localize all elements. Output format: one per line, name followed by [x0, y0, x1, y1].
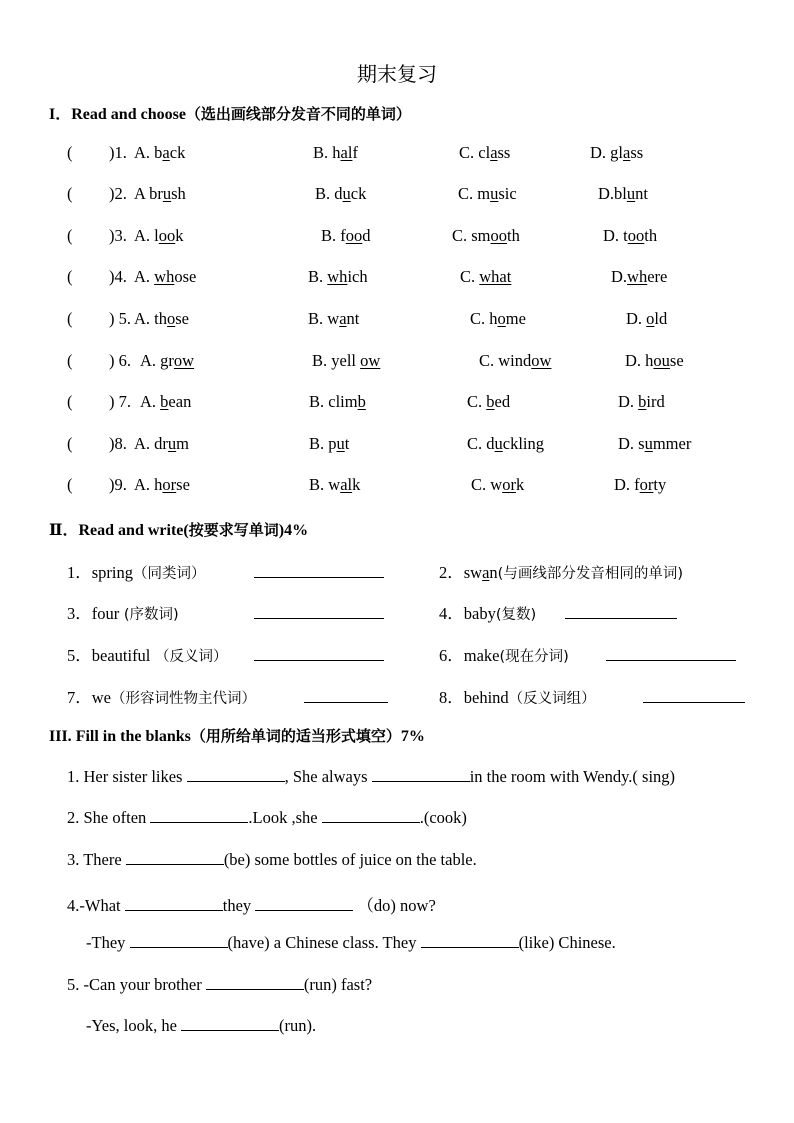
item-hint: （反义词组） — [508, 691, 596, 707]
option-letter: C. — [470, 309, 490, 328]
line-text: (be) some bottles of juice on the table. — [223, 850, 477, 869]
word-part: p — [328, 434, 337, 453]
word-part: m — [477, 184, 491, 203]
option-a — [134, 267, 196, 287]
option-b — [308, 267, 368, 287]
option-b — [309, 475, 360, 495]
option-d — [618, 434, 691, 454]
option-letter: B. — [309, 434, 329, 453]
underlined-letters: ow — [173, 351, 195, 370]
section-2-title: Read and write( — [78, 522, 189, 539]
option-c — [452, 226, 520, 246]
question-paren: ( — [67, 475, 73, 494]
line-text: .Look ,she — [248, 808, 322, 827]
question-number: )4. — [109, 267, 127, 286]
option-letter: D. — [614, 475, 635, 494]
option-letter: A. — [134, 143, 155, 162]
word-part: se — [176, 475, 190, 494]
item-word: baby — [463, 604, 496, 623]
item-word: sw — [463, 563, 483, 582]
underlined-letters: ou — [653, 351, 670, 370]
word-part: h — [154, 475, 163, 494]
word-part: d — [486, 434, 495, 453]
word-part: th — [644, 226, 658, 245]
section-3-subtitle: （用所给单词的适当形式填空） — [190, 727, 401, 745]
answer-blank[interactable] — [126, 850, 224, 865]
page-title: 期末复习 — [357, 62, 437, 86]
option-letter: C. — [452, 226, 472, 245]
option-a — [140, 351, 194, 371]
word-part: se — [669, 351, 684, 370]
answer-blank[interactable] — [643, 701, 745, 703]
item-word: make — [463, 646, 500, 665]
answer-blank[interactable] — [254, 576, 384, 578]
word-part: sm — [471, 226, 491, 245]
underlined-letters: u — [162, 184, 172, 203]
answer-blank[interactable] — [565, 617, 677, 619]
line-text: they — [222, 896, 256, 915]
word-part: bl — [614, 184, 627, 203]
word-part: gl — [610, 143, 624, 162]
item-hint: (序数词) — [119, 607, 179, 623]
answer-blank[interactable] — [254, 659, 384, 661]
question-paren: ( — [67, 351, 73, 370]
answer-blank[interactable] — [421, 933, 519, 948]
fill-line-4 — [67, 892, 436, 916]
option-letter: D. — [618, 392, 639, 411]
option-a — [134, 184, 186, 204]
item-hint: (与画线部分发音相同的单词) — [497, 566, 683, 582]
word-part: w — [490, 475, 503, 494]
item-hint: （形容词性物主代词） — [111, 691, 256, 707]
line-text: （do) now? — [353, 896, 436, 915]
word-part: h — [645, 351, 654, 370]
word-part: ckling — [502, 434, 545, 453]
item-number: 1． — [67, 563, 92, 582]
question-number: )9. — [109, 475, 127, 494]
section-3-heading — [49, 725, 425, 746]
line-text: (like) Chinese. — [518, 933, 616, 952]
option-letter: D. — [598, 184, 615, 203]
item-word: four — [91, 604, 120, 623]
option-a — [134, 309, 189, 329]
section-3-score: 7% — [400, 728, 425, 745]
word-part: se — [175, 309, 190, 328]
section-2-subtitle: 按要求写单词 — [188, 521, 279, 539]
item-number: 6． — [439, 646, 464, 665]
option-c — [460, 267, 511, 287]
question-number: )1. — [109, 143, 127, 162]
option-a — [140, 392, 191, 412]
option-letter: B. — [312, 351, 332, 370]
item-word: we — [91, 688, 111, 707]
word-part: nt — [346, 309, 360, 328]
line-text: (run) fast? — [303, 975, 373, 994]
word-part: ere — [647, 267, 668, 286]
underlined-letters: wh — [154, 267, 175, 286]
underlined-letters: b — [357, 392, 366, 411]
section-2-heading — [49, 517, 308, 540]
option-c — [459, 143, 510, 163]
option-letter: B. — [313, 143, 333, 162]
item-number: 8． — [439, 688, 464, 707]
word-part: h — [489, 309, 498, 328]
underlined-letters: oo — [627, 226, 645, 245]
section-1-heading — [49, 101, 411, 124]
option-letter: B. — [309, 475, 329, 494]
word-part: yell — [331, 351, 361, 370]
option-a — [134, 475, 190, 495]
line-text: 2. She often — [67, 808, 151, 827]
word-part: t — [623, 226, 628, 245]
write-item-8 — [439, 684, 596, 708]
word-part: t — [344, 434, 350, 453]
word-part: ird — [646, 392, 665, 411]
option-c — [467, 392, 510, 412]
question-number: ) 5. — [109, 309, 131, 328]
answer-blank[interactable] — [255, 896, 353, 911]
item-word: beautiful — [91, 646, 151, 665]
word-part: k — [175, 226, 184, 245]
option-c — [479, 351, 551, 371]
underlined-letters: u — [494, 434, 503, 453]
question-number: )3. — [109, 226, 127, 245]
option-b — [309, 434, 349, 454]
item-word: behind — [463, 688, 509, 707]
answer-blank[interactable] — [372, 767, 470, 782]
option-b — [309, 392, 366, 412]
word-part: d — [362, 226, 371, 245]
word-part: f — [634, 475, 640, 494]
option-d — [611, 267, 667, 287]
option-letter: C. — [467, 434, 487, 453]
question-paren: ( — [67, 226, 73, 245]
fill-line-3 — [67, 850, 477, 870]
section-3-title: Fill in the blanks — [71, 728, 191, 745]
underlined-letters: wh — [327, 267, 348, 286]
underlined-letters: u — [342, 184, 351, 203]
section-2-number: Ⅱ． — [49, 522, 79, 539]
option-c — [458, 184, 517, 204]
option-letter: D. — [611, 267, 628, 286]
option-b — [315, 184, 366, 204]
item-number: 4． — [439, 604, 464, 623]
word-part: ean — [168, 392, 192, 411]
underlined-letters: oo — [345, 226, 363, 245]
answer-blank[interactable] — [606, 659, 736, 661]
word-part: l — [154, 226, 159, 245]
item-number: 5． — [67, 646, 92, 665]
question-number: ) 6. — [109, 351, 131, 370]
question-number: )8. — [109, 434, 127, 453]
question-number: ) 7. — [109, 392, 131, 411]
option-letter: D. — [626, 309, 647, 328]
item-number: 3． — [67, 604, 92, 623]
write-item-4 — [439, 600, 536, 624]
answer-blank[interactable] — [206, 975, 304, 990]
write-item-7 — [67, 684, 256, 708]
underlined-letters: a — [623, 143, 631, 162]
underlined-letters: ow — [360, 351, 381, 370]
word-part: m — [176, 434, 190, 453]
section-3-number: III. — [49, 728, 72, 745]
underlined-letters: oo — [158, 226, 176, 245]
write-item-3 — [67, 600, 179, 624]
option-letter: D. — [618, 434, 639, 453]
option-a — [134, 434, 189, 454]
item-number: 7． — [67, 688, 92, 707]
word-part: ld — [654, 309, 668, 328]
question-number: )2. — [109, 184, 127, 203]
option-b — [313, 143, 358, 163]
underlined-letters: al — [340, 143, 353, 162]
option-letter: A. — [140, 351, 161, 370]
underlined-letters: ow — [531, 351, 552, 370]
item-hint: (现在分词) — [499, 649, 569, 665]
write-item-6 — [439, 642, 569, 666]
option-letter: C. — [460, 267, 480, 286]
section-2-score: )4% — [278, 522, 309, 539]
word-part: ich — [347, 267, 368, 286]
option-c — [467, 434, 544, 454]
line-text: 1. Her sister likes — [67, 767, 187, 786]
write-item-5 — [67, 642, 228, 666]
option-letter: B. — [308, 267, 328, 286]
underlined-letters: or — [639, 475, 654, 494]
answer-blank[interactable] — [125, 896, 223, 911]
line-text: .(cook) — [419, 808, 467, 827]
underlined-letters: oo — [490, 226, 508, 245]
item-hint: （反义词） — [150, 649, 228, 665]
question-paren: ( — [67, 434, 73, 453]
word-part: sic — [498, 184, 517, 203]
underlined-letters: a — [162, 143, 170, 162]
word-part: th — [154, 309, 168, 328]
line-text: (run). — [279, 1016, 317, 1035]
option-letter: C. — [458, 184, 478, 203]
option-letter: B. — [321, 226, 341, 245]
underlined-letters: u — [626, 184, 636, 203]
underlined-letters: or — [162, 475, 177, 494]
underlined-letters: o — [497, 309, 506, 328]
word-part: ose — [174, 267, 197, 286]
option-letter: A. — [134, 226, 155, 245]
question-paren: ( — [67, 143, 73, 162]
word-part: k — [515, 475, 525, 494]
underlined-letters: al — [340, 475, 353, 494]
option-letter: A. — [134, 434, 155, 453]
fill-line-2 — [67, 808, 467, 828]
underlined-letters: a — [490, 143, 498, 162]
underlined-letters: b — [638, 392, 647, 411]
word-part: me — [505, 309, 526, 328]
underlined-letters: b — [486, 392, 495, 411]
option-b — [321, 226, 371, 246]
line-text: -Yes, look, he — [86, 1016, 182, 1035]
word-part: br — [149, 184, 163, 203]
underlined-letters: u — [490, 184, 499, 203]
answer-blank[interactable] — [322, 808, 420, 823]
item-word: spring — [91, 563, 133, 582]
option-d — [626, 309, 667, 329]
word-part: cl — [478, 143, 491, 162]
word-part: mmer — [652, 434, 692, 453]
option-letter: C. — [479, 351, 499, 370]
underlined-letters: u — [644, 434, 653, 453]
underlined-letters: what — [479, 267, 512, 286]
item-number: 2． — [439, 563, 464, 582]
option-letter: A. — [134, 267, 155, 286]
question-paren: ( — [67, 267, 73, 286]
answer-blank[interactable] — [304, 701, 388, 703]
line-text: -They — [86, 933, 130, 952]
option-letter: A. — [140, 392, 161, 411]
word-part: ck — [169, 143, 186, 162]
option-b — [308, 309, 359, 329]
underlined-letters: o — [646, 309, 655, 328]
option-d — [625, 351, 684, 371]
option-letter: B. — [315, 184, 335, 203]
option-d — [590, 143, 643, 163]
fill-line-6 — [67, 975, 372, 995]
option-letter: A. — [134, 309, 155, 328]
write-item-1 — [67, 559, 206, 583]
word-part: gr — [160, 351, 174, 370]
underlined-letters: or — [502, 475, 516, 494]
word-part: w — [327, 309, 340, 328]
fill-line-5 — [86, 933, 616, 953]
item-hint: （同类词） — [133, 566, 206, 582]
option-letter: C. — [471, 475, 491, 494]
section-1-number: I． — [49, 106, 72, 123]
option-c — [471, 475, 524, 495]
write-item-2 — [439, 559, 683, 583]
option-b — [312, 351, 380, 371]
question-paren: ( — [67, 392, 73, 411]
fill-line-1 — [67, 767, 675, 787]
option-a — [134, 226, 184, 246]
word-part: ed — [494, 392, 511, 411]
option-letter: D. — [603, 226, 624, 245]
underlined-letters: a — [482, 563, 490, 582]
item-hint: (复数) — [495, 607, 537, 623]
underlined-letters: u — [167, 434, 177, 453]
word-part: dr — [154, 434, 168, 453]
option-letter: A — [134, 184, 150, 203]
option-d — [603, 226, 657, 246]
line-text: 5. -Can your brother — [67, 975, 206, 994]
option-letter: C. — [459, 143, 479, 162]
word-part: wind — [498, 351, 532, 370]
line-text: (have) a Chinese class. They — [227, 933, 421, 952]
word-part: k — [352, 475, 361, 494]
word-part: b — [154, 143, 163, 162]
word-part: ty — [653, 475, 667, 494]
word-part: f — [352, 143, 358, 162]
word-part: ck — [350, 184, 367, 203]
underlined-letters: wh — [627, 267, 648, 286]
underlined-letters: u — [336, 434, 345, 453]
word-part: d — [334, 184, 343, 203]
option-d — [618, 392, 665, 412]
word-part: sh — [171, 184, 186, 203]
option-letter: D. — [625, 351, 646, 370]
word-part: th — [507, 226, 520, 245]
option-c — [470, 309, 526, 329]
underlined-letters: o — [167, 309, 176, 328]
fill-line-7 — [86, 1016, 316, 1036]
line-text: 3. There — [67, 850, 126, 869]
word-part: ss — [630, 143, 644, 162]
option-a — [134, 143, 185, 163]
answer-blank[interactable] — [181, 1016, 279, 1031]
item-word: n — [489, 563, 498, 582]
line-text: 4.-What — [67, 896, 125, 915]
question-paren: ( — [67, 184, 73, 203]
word-part: nt — [635, 184, 648, 203]
word-part: w — [328, 475, 341, 494]
option-letter: B. — [308, 309, 328, 328]
line-text: , She always — [284, 767, 372, 786]
option-letter: D. — [590, 143, 611, 162]
word-part: clim — [328, 392, 358, 411]
option-d — [598, 184, 648, 204]
word-part: f — [340, 226, 346, 245]
answer-blank[interactable] — [150, 808, 248, 823]
section-1-title: Read and choose — [71, 106, 186, 123]
option-letter: A. — [134, 475, 155, 494]
option-letter: B. — [309, 392, 329, 411]
answer-blank[interactable] — [130, 933, 228, 948]
section-1-subtitle: （选出画线部分发音不同的单词） — [185, 105, 411, 123]
word-part: h — [332, 143, 341, 162]
word-part: ss — [497, 143, 511, 162]
underlined-letters: a — [339, 309, 347, 328]
answer-blank[interactable] — [187, 767, 285, 782]
line-text: in the room with Wendy.( sing) — [469, 767, 676, 786]
option-letter: C. — [467, 392, 487, 411]
answer-blank[interactable] — [254, 617, 384, 619]
underlined-letters: b — [160, 392, 169, 411]
word-part: s — [638, 434, 645, 453]
option-d — [614, 475, 666, 495]
question-paren: ( — [67, 309, 73, 328]
